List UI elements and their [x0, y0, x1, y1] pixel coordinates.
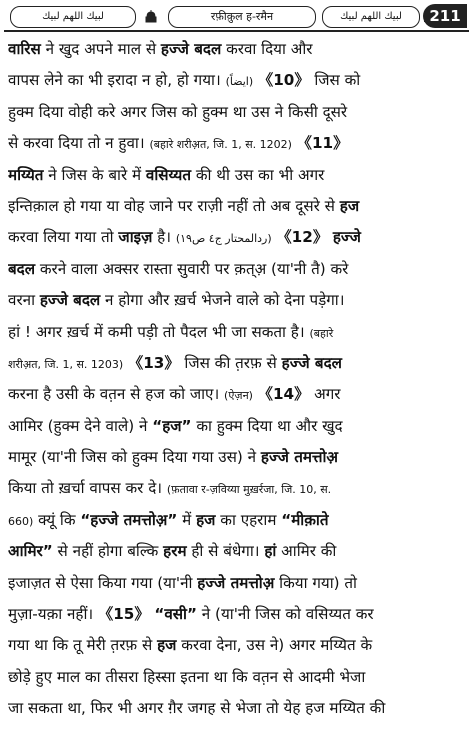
text-segment: की थी उस का भी अगर [191, 165, 325, 184]
text-segment: न होगा और ख़र्च भेजने वाले को देना पड़ेगा। [100, 291, 345, 310]
text-line [8, 97, 466, 128]
text-segment: इजाज़त से ऐसा किया गया (या'नी [8, 573, 198, 592]
citation: शरीअ़त, जि. 1, स. 1203) [8, 357, 124, 371]
text-segment: छोड़े हुए माल का तीसरा हिस्सा इतना था कि वत़न से आदमी भेजा [8, 667, 366, 686]
text-line [8, 191, 466, 222]
text-segment: करवा देना, उस ने) अगर मय्यित के [176, 636, 373, 655]
bold-term: 《15》 [98, 605, 150, 624]
bold-term: 《11》 [296, 134, 349, 153]
text-segment: से नहीं होगा बल्कि [52, 542, 164, 561]
text-segment: का हुक्म दिया था और खुद [191, 416, 343, 435]
text-segment: में [177, 510, 197, 529]
text-segment: जा सकता था, फिर भी अगर ग़ैर जगह से भेजा तो येह हज मय्यित की [8, 699, 386, 718]
text-segment: किया गया) तो [274, 573, 357, 592]
bold-term: हज [339, 196, 360, 215]
header-title: रफ़ीक़ुल ह-रमैन [168, 6, 316, 28]
text-segment: गया था कि तू मेरी त़रफ़ से [8, 636, 158, 655]
body-text [8, 34, 466, 725]
bold-term: हां [264, 542, 277, 561]
text-segment: इन्तिक़ाल हो गया या वोह जाने पर राज़ी नहीं तो अब दूसरे से [8, 196, 340, 215]
text-line [8, 599, 466, 630]
text-segment: ने (या'नी जिस को वसिय्यत कर [196, 605, 374, 624]
header-left-ornament: لبيك اللهم لبيك [10, 6, 136, 28]
text-segment: वापस लेने का भी इरादा न हो, हो गया। [8, 71, 226, 90]
bold-term: 《13》 [128, 353, 180, 372]
text-segment: करवा दिया और [221, 40, 313, 58]
text-line [8, 505, 466, 536]
text-segment: हां ! अगर ख़र्च में कमी पड़ी तो पैदल भी जा सकता है। [8, 322, 310, 341]
bold-term: “हज्जे तमत्तोअ़” [80, 510, 178, 529]
text-segment: आमिर (हुक्म देने वाले) ने [8, 416, 153, 435]
text-line [8, 34, 466, 65]
text-line [8, 568, 466, 599]
bold-term: जाइज़ [118, 228, 153, 247]
bold-term: हज्जे तमत्तोअ़ [197, 573, 275, 592]
bold-term: हज्जे बदल [281, 353, 342, 372]
text-line [8, 379, 466, 410]
citation: (ردالمحتار ج٤ ص١٩) [175, 232, 272, 246]
page-header [4, 4, 469, 32]
text-segment: ही से बंधेगा। [186, 542, 265, 561]
bold-term: “हज” [152, 416, 192, 435]
text-segment: आमिर की [276, 542, 337, 561]
text-segment: अगर [309, 385, 341, 404]
citation: (ايضاً) [225, 75, 254, 89]
citation: (फ़तावा र-ज़विय्या मुख़र्रजा, जि. 10, स. [166, 483, 332, 497]
text-line [8, 693, 466, 724]
text-segment: जिस की त़रफ़ से [179, 353, 282, 372]
text-line [8, 128, 466, 159]
text-segment: करवा लिया गया तो [8, 228, 119, 247]
text-line [8, 536, 466, 567]
text-segment: से करवा दिया तो न हुवा। [8, 134, 150, 153]
text-segment: करना है उसी के वत़न से हज को जाए। [8, 385, 225, 404]
text-line [8, 65, 466, 96]
header-right-ornament: لبيك اللهم لبيك [322, 6, 420, 28]
text-segment: ने खुद अपने माल से [40, 40, 161, 58]
text-segment: वरना [8, 291, 40, 310]
bold-term: हज [157, 636, 177, 655]
bold-term: हज्जे बदल [39, 291, 101, 310]
text-segment: क्यूं कि [33, 510, 81, 529]
bold-term: हज्जे [332, 228, 361, 247]
text-line [8, 285, 466, 316]
bold-term: 《10》 [258, 71, 310, 90]
bold-term: आमिर” [8, 542, 53, 561]
text-segment: करने वाला अक्सर रास्ता सुवारी पर क़त्अ़ (या'नी तै) करे [35, 259, 349, 278]
text-segment: का एहराम [215, 510, 282, 529]
bold-term: “वसी” [154, 605, 197, 624]
citation: 660) [8, 514, 34, 528]
text-line [8, 348, 466, 379]
text-segment: मुज़ा-यक़ा नहीं। [8, 605, 99, 624]
bold-term: वसिय्यत [145, 165, 191, 184]
text-segment: है। [152, 228, 176, 247]
text-line [8, 222, 466, 253]
text-line [8, 411, 466, 442]
text-line [8, 442, 466, 473]
text-line [8, 662, 466, 693]
bold-term: हज्जे तमत्तोअ़ [260, 448, 338, 467]
text-segment: ने जिस के बारे में [43, 165, 146, 184]
citation: (बहारे [309, 326, 334, 340]
bold-term: वारिस [8, 40, 41, 58]
bold-term: हरम [163, 542, 187, 561]
citation: (ऐज़न) [224, 389, 253, 403]
text-line [8, 317, 466, 348]
text-segment: हुक्म दिया वोही करे अगर जिस को हुक्म था उस ने किसी दूसरे [8, 102, 348, 121]
bold-term: 《14》 [257, 385, 310, 404]
bold-term: बदल [8, 259, 36, 278]
text-line [8, 473, 466, 504]
text-line [8, 254, 466, 285]
bold-term: 《12》 [276, 228, 328, 247]
page-number: 211 [423, 4, 467, 28]
text-line [8, 160, 466, 191]
text-segment: मामूर (या'नी जिस को हुक्म दिया गया उस) ने [8, 448, 261, 467]
bold-term: हज [196, 510, 216, 529]
citation: (बहारे शरीअ़त, जि. 1, स. 1202) [149, 138, 292, 152]
text-segment: किया तो ख़र्चा वापस कर दे। [8, 479, 167, 498]
text-line [8, 630, 466, 661]
bold-term: हज्जे बदल [160, 40, 222, 58]
text-segment: जिस को [309, 71, 361, 90]
bold-term: “मीक़ाते [281, 510, 329, 529]
bold-term: मय्यित [8, 165, 44, 184]
mosque-dome-icon [144, 9, 158, 23]
